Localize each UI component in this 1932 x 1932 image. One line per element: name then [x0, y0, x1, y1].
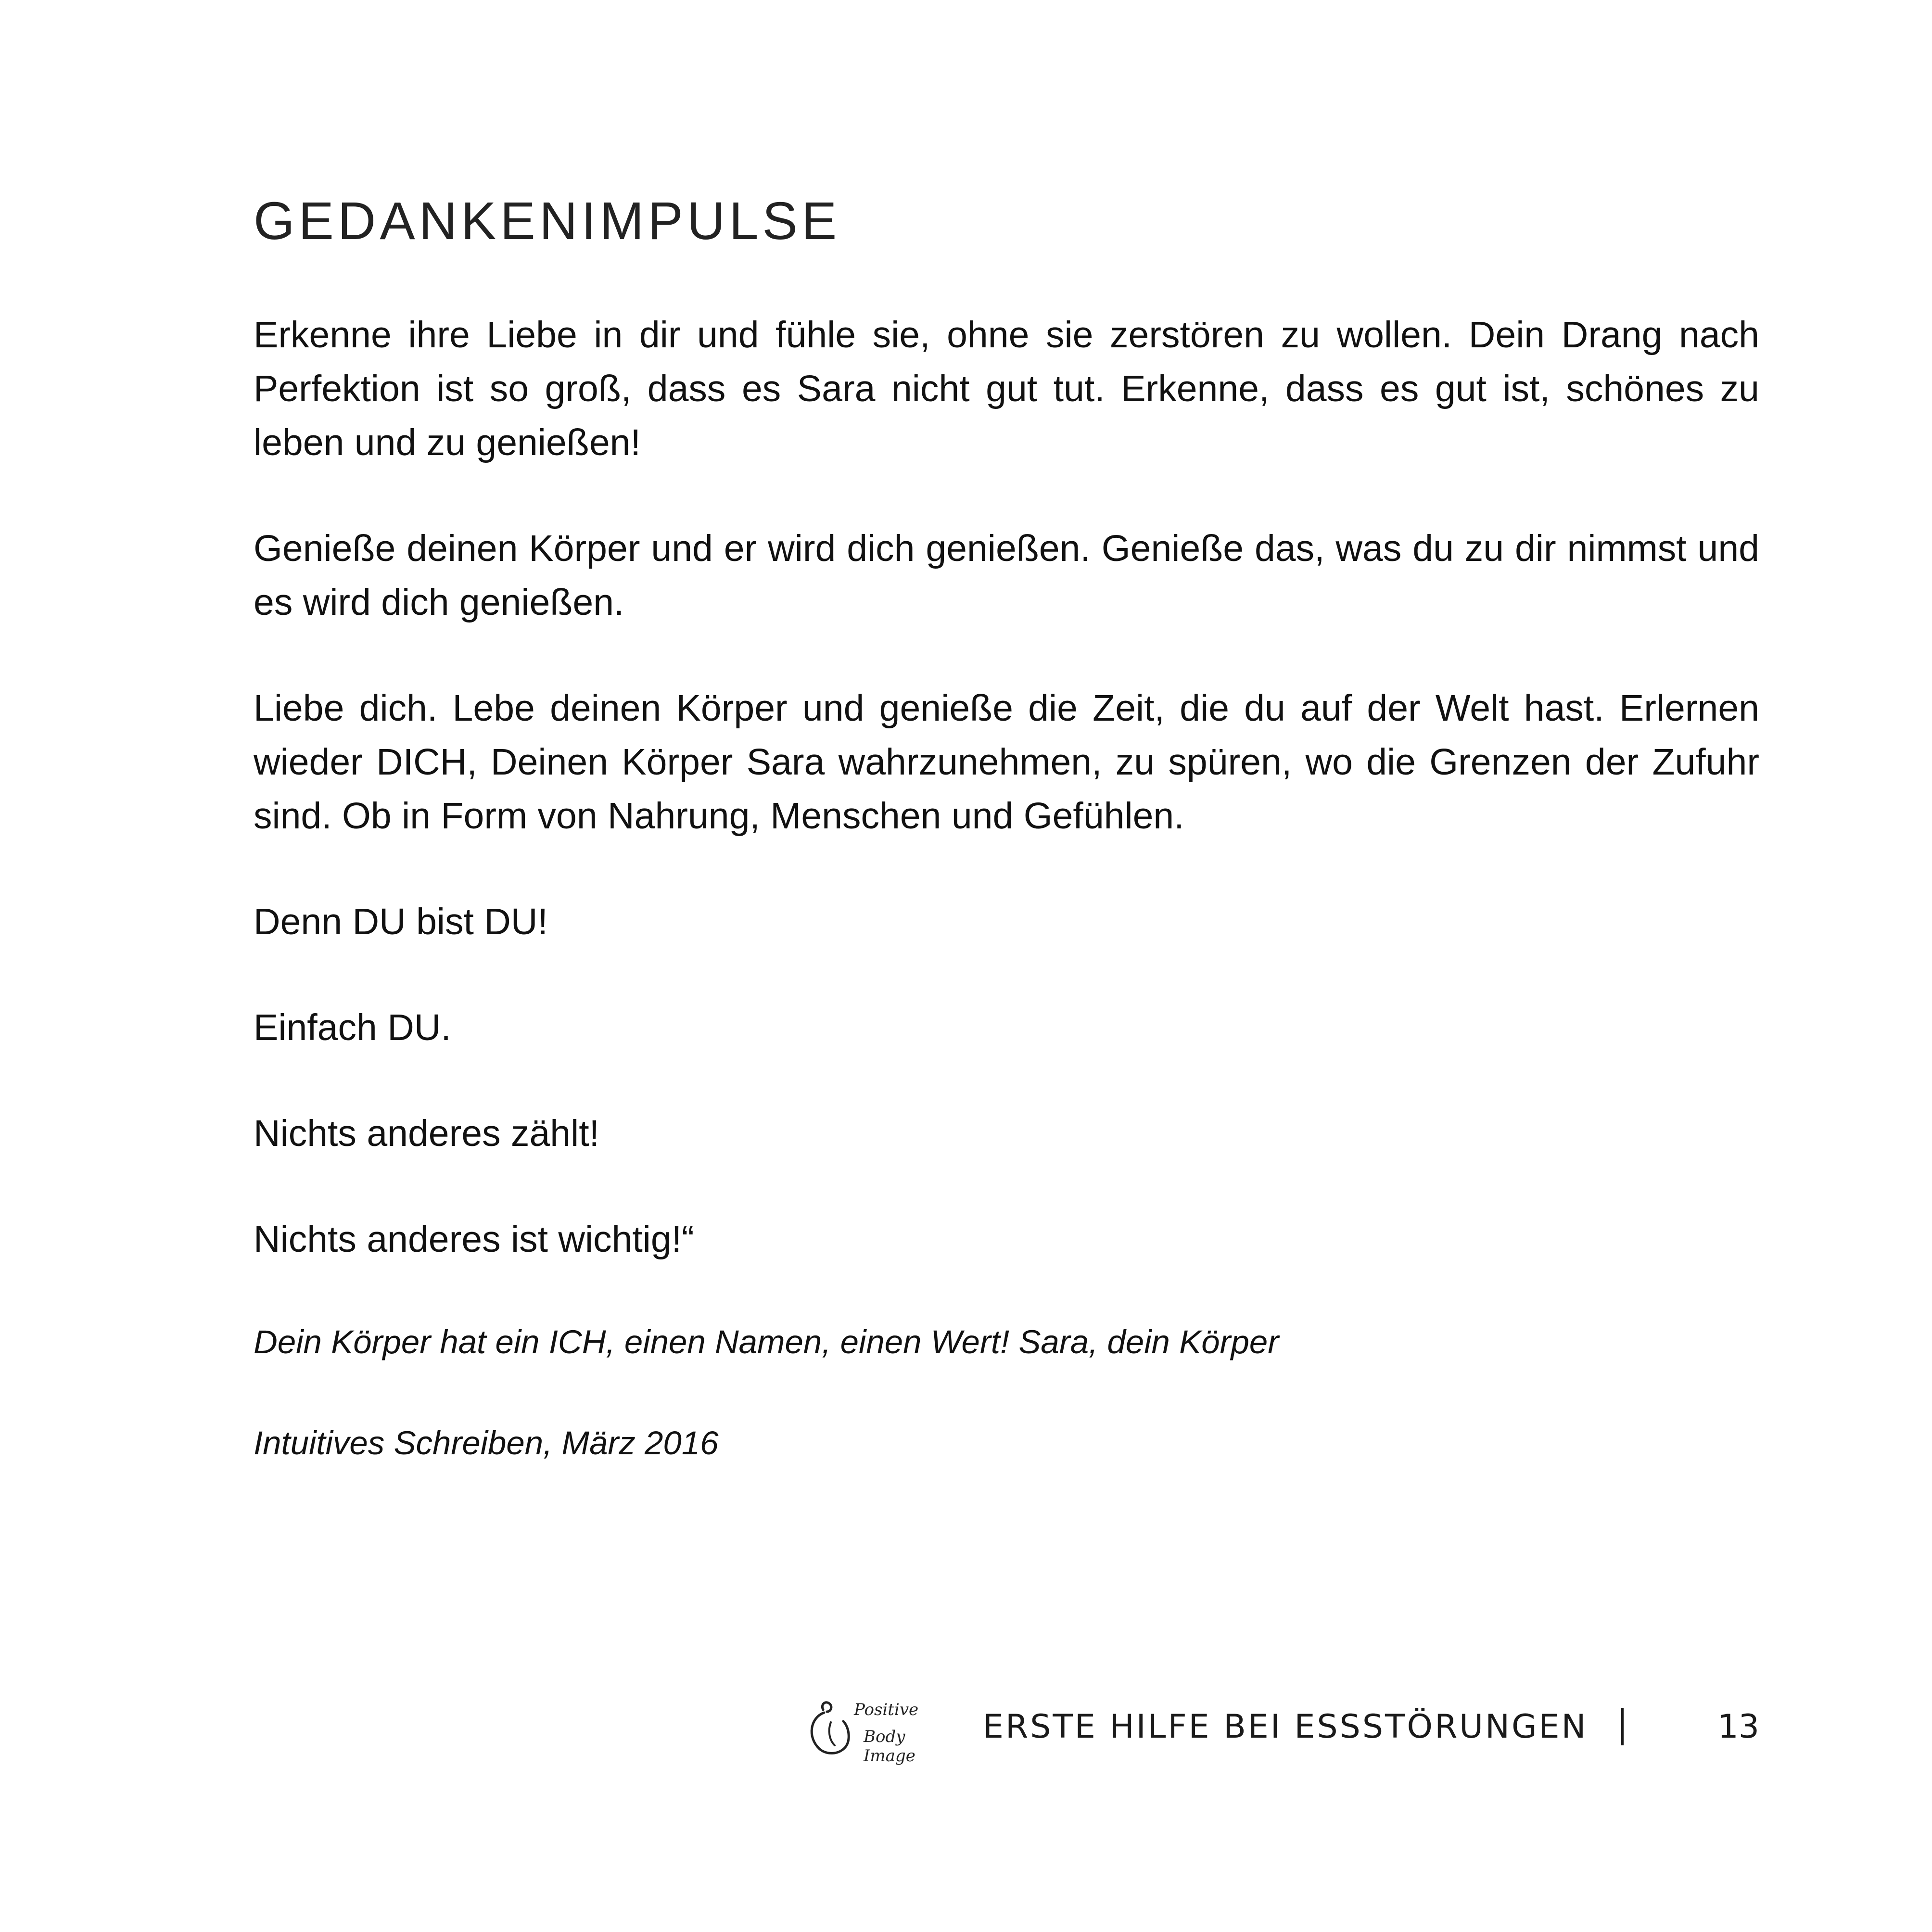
paragraph-7: Nichts anderes ist wichtig!“	[254, 1219, 694, 1260]
positive-body-image-logo	[801, 1693, 955, 1766]
book-title: ERSTE HILFE BEI ESSSTÖRUNGEN	[983, 1708, 1588, 1746]
logo-text-positive: Positive	[854, 1700, 919, 1719]
paragraph-6: Nichts anderes zählt!	[254, 1113, 600, 1154]
paragraph-2: Genieße deinen Körper und er wird dich genießen. Genieße das, was du zu dir nimmst und es wird dich genießen.	[254, 528, 1759, 623]
logo-text-body-image: Body Image	[864, 1727, 915, 1766]
page-footer	[801, 1693, 1759, 1766]
paragraph-1: Erkenne ihre Liebe in dir und fühle sie, ohne sie zerstören zu wollen. Dein Drang nach Perfektion ist so groß, dass es Sara nicht gut tut. Erkenne, dass es gut ist, schönes zu leben und zu genießen!	[254, 314, 1759, 463]
footer-separator	[1621, 1708, 1624, 1745]
signature-line-1: Dein Körper hat ein ICH, einen Namen, einen Wert! Sara, dein Körper	[254, 1323, 1279, 1360]
page-number: 13	[1717, 1708, 1759, 1746]
paragraph-5: Einfach DU.	[254, 1007, 451, 1048]
paragraph-3: Liebe dich. Lebe deinen Körper und genieße die Zeit, die du auf der Welt hast. Erlernen wieder DICH, Deinen Körper Sara wahrzunehmen, zu spüren, wo die Grenzen der Zufuhr sind. Ob in Form von Nahrung, Menschen und Gefühlen.	[254, 687, 1759, 837]
page-content	[254, 183, 1759, 1467]
signature-line-2: Intuitives Schreiben, März 2016	[254, 1424, 719, 1462]
page-title: GEDANKENIMPULSE	[254, 191, 841, 251]
paragraph-4: Denn DU bist DU!	[254, 901, 548, 942]
